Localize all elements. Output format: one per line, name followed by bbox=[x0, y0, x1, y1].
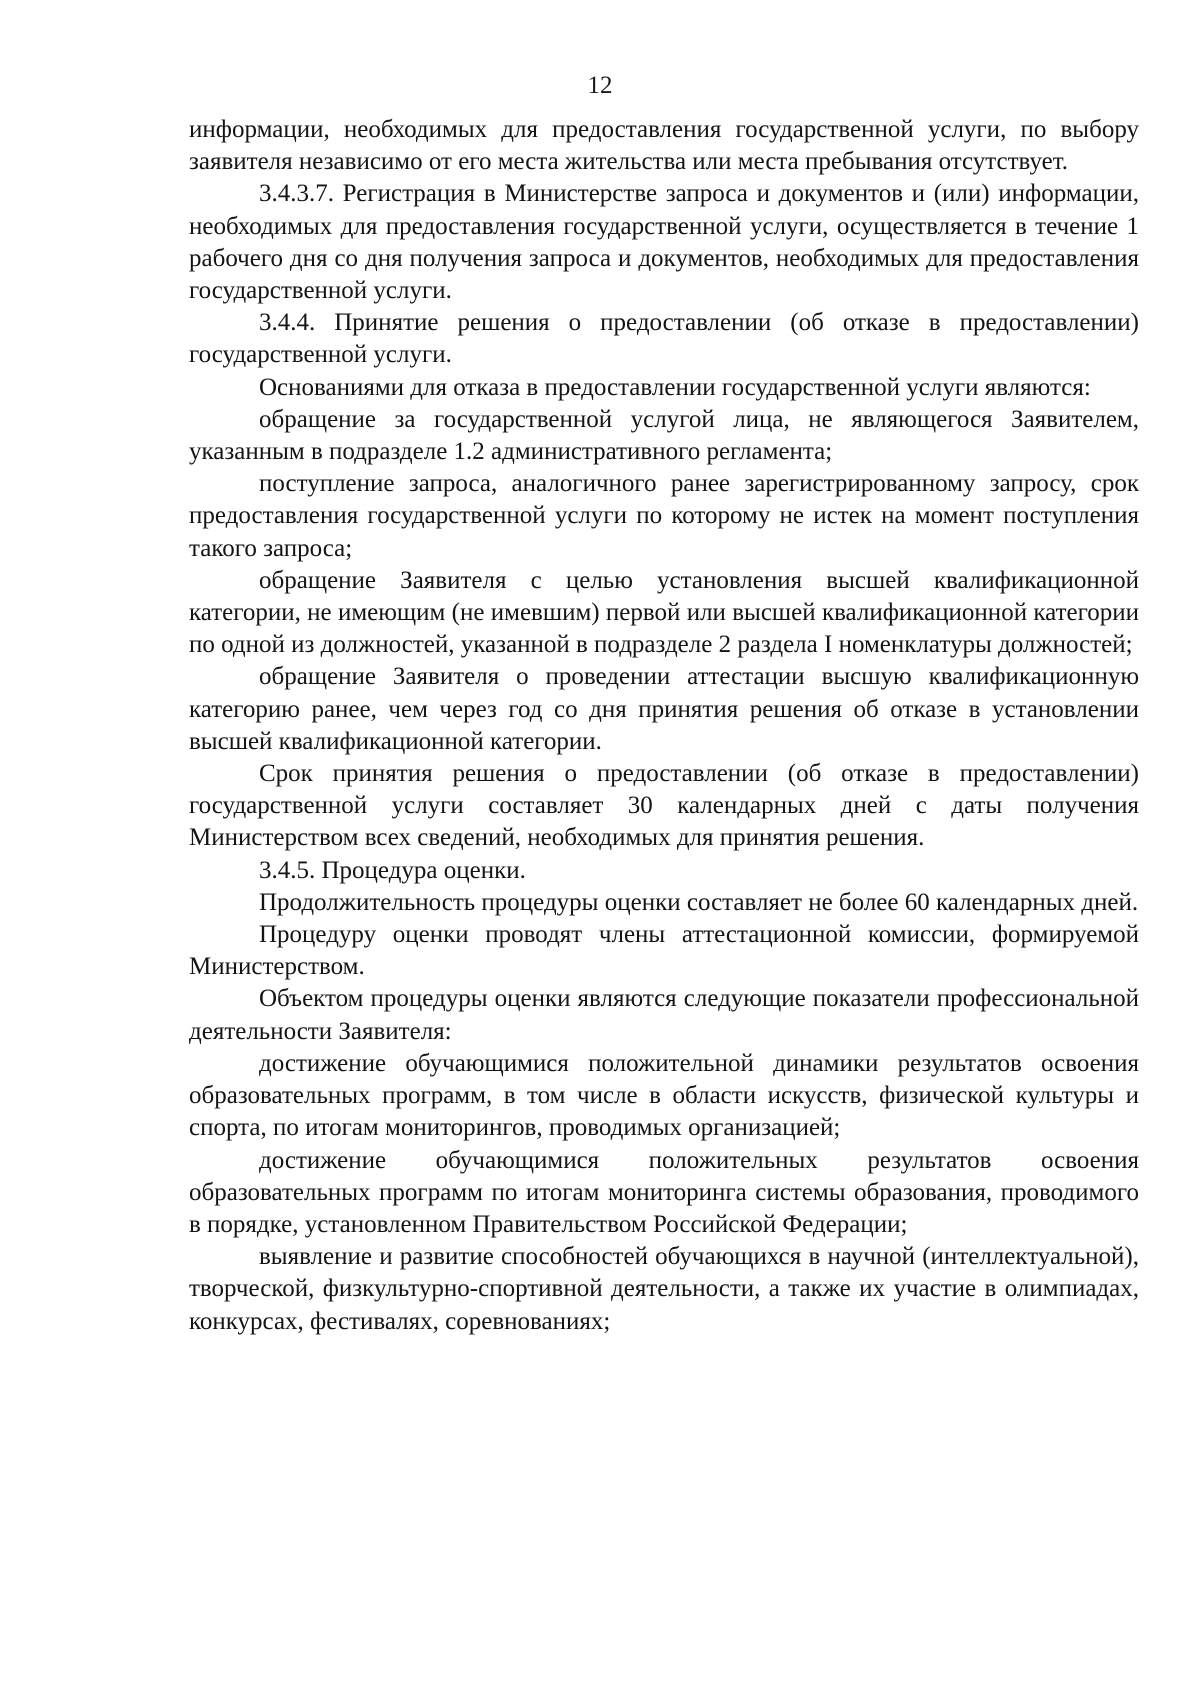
paragraph-commission: Процедуру оценки проводят члены аттестационной комиссии, формируемой Министерством. bbox=[189, 921, 1139, 981]
paragraph-list-item: выявление и развитие способностей обучающихся в научной (интеллектуальной), творческой, физкультурно-спортивной деятельности, а также их участие в олимпиадах, конкурсах, фестивалях, соревнованиях; bbox=[189, 1243, 1139, 1335]
paragraph-3-4-3-7: 3.4.3.7. Регистрация в Министерстве запроса и документов и (или) информации, необходимых для предоставления государственной услуги, осуществляется в течение 1 рабочего дня со дня получения запроса и документов, необходимых для предоставления государственной услуги. bbox=[189, 180, 1139, 305]
paragraph-list-item: достижение обучающимися положительных результатов освоения образовательных программ по итогам мониторинга системы образования, проводимого в порядке, установленном Правительством Российской Федерации; bbox=[189, 1146, 1139, 1238]
paragraph-decision-term: Срок принятия решения о предоставлении (об отказе в предоставлении) государственной услуги составляет 30 календарных дней с даты получения Министерством всех сведений, необходимых для принятия решения. bbox=[189, 760, 1139, 852]
paragraph-list-item: обращение за государственной услугой лица, не являющегося Заявителем, указанным в подразделе 1.2 административного регламента; bbox=[189, 405, 1139, 466]
paragraph-3-4-5: 3.4.5. Процедура оценки. bbox=[259, 856, 526, 884]
paragraph-continuation: информации, необходимых для предоставления государственной услуги, по выбору заявителя независимо от его места жительства или места пребывания отсутствует. bbox=[189, 116, 1139, 176]
paragraph-refusal-grounds: Основаниями для отказа в предоставлении государственной услуги являются: bbox=[259, 373, 1091, 401]
document-body bbox=[189, 114, 1139, 1338]
paragraph-list-item: обращение Заявителя о проведении аттестации высшую квалификационную категорию ранее, чем через год со дня принятия решения об отказе в установлении высшей квалификационной категории. bbox=[189, 663, 1139, 755]
paragraph-duration: Продолжительность процедуры оценки составляет не более 60 календарных дней. bbox=[259, 888, 1139, 916]
paragraph-list-item: достижение обучающимися положительной динамики результатов освоения образовательных программ, в том числе в области искусств, физической культуры и спорта, по итогам мониторингов, проводимых организацией; bbox=[189, 1049, 1139, 1142]
paragraph-assessment-object: Объектом процедуры оценки являются следующие показатели профессиональной деятельности Заявителя: bbox=[189, 985, 1139, 1045]
paragraph-3-4-4: 3.4.4. Принятие решения о предоставлении (об отказе в предоставлении) государственной услуги. bbox=[189, 309, 1139, 369]
paragraph-list-item: обращение Заявителя с целью установления высшей квалификационной категории, не имеющим (не имевшим) первой или высшей квалификационной категории по одной из должностей, указанной в подразделе 2 раздела I номенклатуры должностей; bbox=[189, 566, 1139, 659]
paragraph-list-item: поступление запроса, аналогичного ранее зарегистрированному запросу, срок предоставления государственной услуги по которому не истек на момент поступления такого запроса; bbox=[189, 470, 1139, 562]
page-number: 12 bbox=[587, 72, 613, 99]
